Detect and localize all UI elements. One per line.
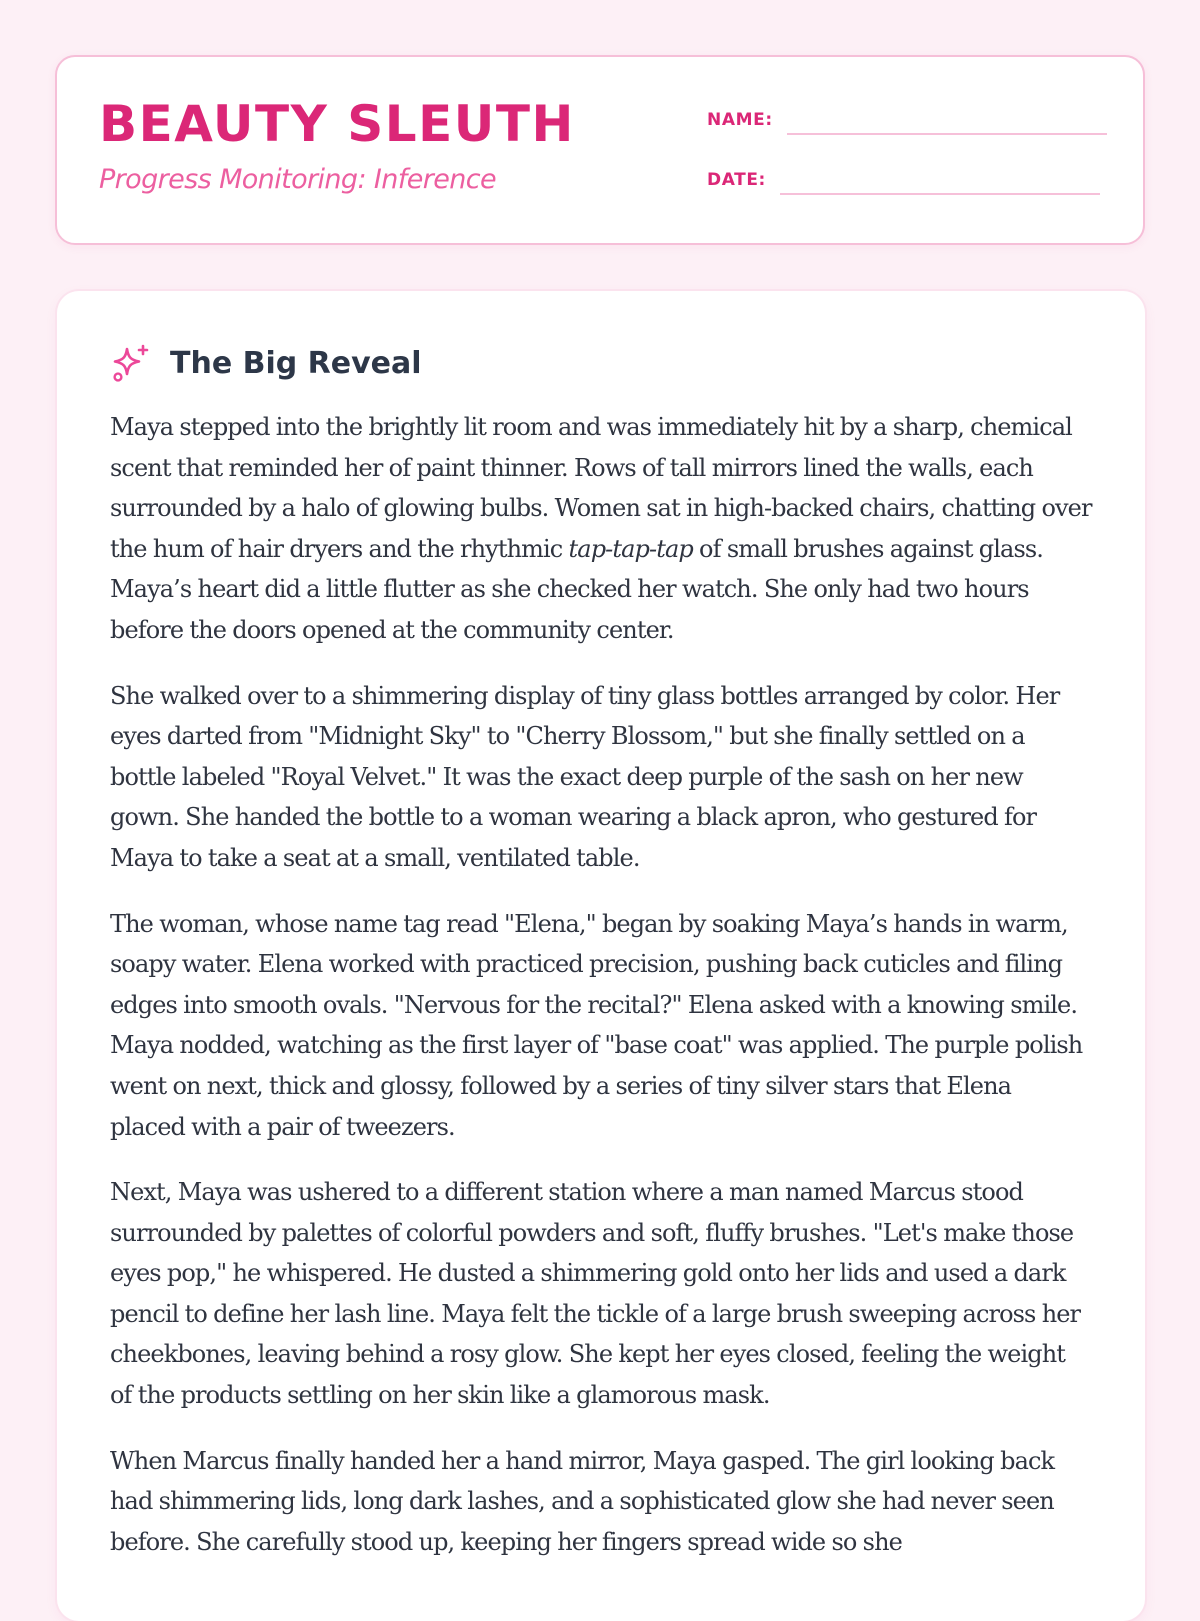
name-field-row — [707, 105, 1107, 135]
story-heading — [110, 341, 1092, 387]
story-title: The Big Reveal — [170, 346, 422, 381]
worksheet-title: BEAUTY SLEUTH — [99, 95, 575, 153]
name-input[interactable] — [787, 105, 1107, 135]
name-label: NAME: — [707, 110, 773, 130]
date-field-row — [707, 165, 1100, 195]
story-paragraph-text: Maya stepped into the brightly lit room and was immediately hit by a sharp, chemical scent that reminded her of paint thinner. Rows of tall mirrors lined the walls, each surrounded by a halo of glowing bulbs. Women sat in high-backed chairs, chatting over the hum of hair dryers and the rhythmic — [110, 413, 1092, 563]
worksheet-subtitle: Progress Monitoring: Inference — [99, 164, 497, 195]
worksheet-header — [55, 55, 1145, 245]
date-label: DATE: — [707, 170, 766, 190]
story-emphasis: tap-tap-tap — [568, 534, 693, 563]
story-paragraph: She walked over to a shimmering display of tiny glass bottles arranged by color. Her eyes darted from "Midnight Sky" to "Cherry Blossom," but she finally settled on a bottle labeled "Royal Velvet." It was the exact deep purple of the sash on her new gown. She handed the bottle to a woman wearing a black apron, who gestured for Maya to take a seat at a small, ventilated table. — [110, 681, 1060, 872]
story-card — [57, 291, 1145, 1621]
sparkle-icon — [110, 343, 152, 385]
story-paragraph: When Marcus finally handed her a hand mirror, Maya gasped. The girl looking back had shimmering lids, long dark lashes, and a sophisticated glow she had never seen before. She carefully stood up, keeping her fingers spread wide so she — [110, 1446, 1055, 1556]
date-input[interactable] — [780, 165, 1100, 195]
story-paragraph: The woman, whose name tag read "Elena," began by soaking Maya’s hands in warm, soapy water. Elena worked with practiced precision, pushing back cuticles and filing edges into smooth ovals. "Nervous for the recital?" Elena asked with a knowing smile. Maya nodded, watching as the first layer of "base coat" was applied. The purple polish went on next, thick and glossy, followed by a series of tiny silver stars that Elena placed with a pair of tweezers. — [110, 909, 1083, 1141]
story-paragraph-text: of small brushes against glass. Maya’s heart did a little flutter as she checked her watch. She only had two hours before the doors opened at the community center. — [110, 534, 1044, 644]
story-paragraph: Next, Maya was ushered to a different station where a man named Marcus stood surrounded by palettes of colorful powders and soft, fluffy brushes. "Let's make those eyes pop," he whispered. He dusted a shimmering gold onto her lids and used a dark pencil to define her lash line. Maya felt the tickle of a large brush sweeping across her cheekbones, leaving behind a rosy glow. She kept her eyes closed, feeling the weight of the products settling on her skin like a glamorous mask. — [110, 1178, 1081, 1410]
story-paragraph — [110, 407, 1092, 651]
